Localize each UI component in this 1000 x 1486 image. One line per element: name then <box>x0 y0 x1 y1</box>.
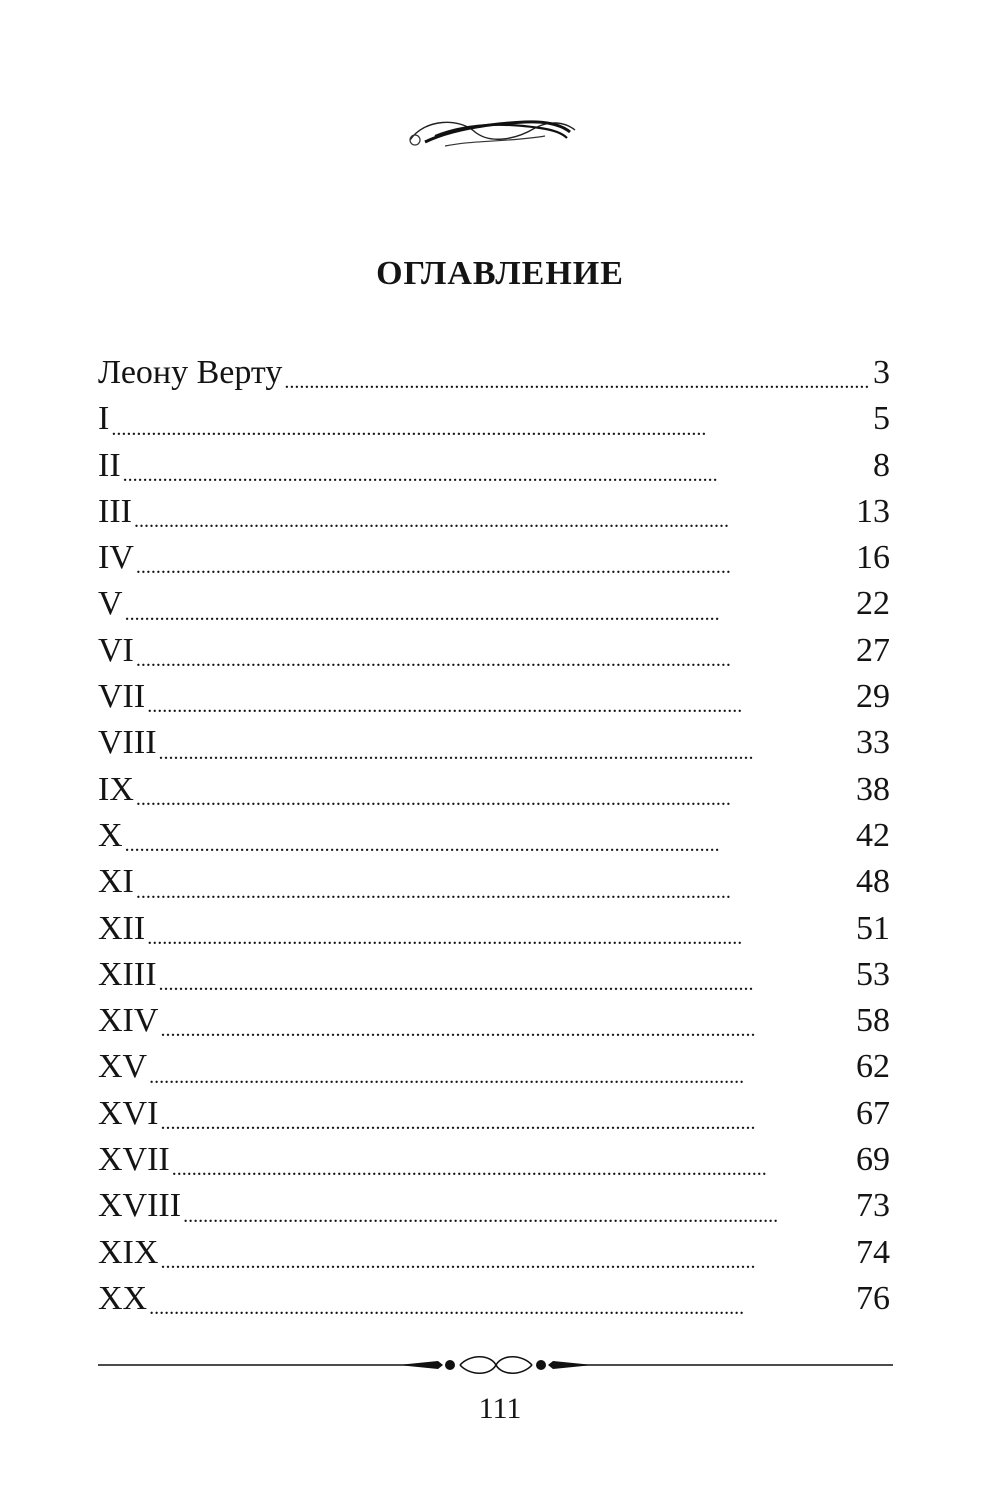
toc-entry-label: XVII <box>98 1141 170 1179</box>
toc-entry-page: 42 <box>856 816 890 854</box>
toc-entry-page: 67 <box>856 1094 890 1132</box>
dot-leader <box>147 906 852 952</box>
page-number: 111 <box>478 1392 522 1425</box>
toc-entry <box>98 489 890 535</box>
toc-entry <box>98 998 890 1044</box>
dot-leader <box>284 350 869 396</box>
page-title: ОГЛАВЛЕНИЕ <box>376 255 624 292</box>
toc-entry <box>98 1091 890 1137</box>
toc-entry-label: XI <box>98 863 134 901</box>
toc-entry-label: Леону Верту <box>98 354 283 391</box>
dot-leader <box>136 628 852 674</box>
dot-leader <box>136 859 852 905</box>
dot-leader <box>136 767 852 813</box>
dot-leader <box>160 1230 852 1276</box>
dot-leader <box>159 952 852 998</box>
toc-entry-label: I <box>98 400 110 438</box>
toc-entry-page: 16 <box>856 539 890 577</box>
toc-entry-page: 73 <box>856 1187 890 1225</box>
table-of-contents <box>98 350 890 1322</box>
toc-entry-page: 74 <box>856 1233 890 1271</box>
toc-entry-label: XII <box>98 909 146 947</box>
toc-entry <box>98 720 890 766</box>
toc-entry-label: IV <box>98 539 134 577</box>
dot-leader <box>111 396 869 442</box>
flourish-ornament-icon <box>405 110 580 155</box>
toc-entry-label: XVIII <box>98 1187 182 1225</box>
toc-entry-label: VIII <box>98 724 157 762</box>
toc-entry-label: V <box>98 585 123 623</box>
toc-entry-page: 69 <box>856 1141 890 1179</box>
toc-entry <box>98 859 890 905</box>
dot-leader <box>160 998 852 1044</box>
ornamental-divider-icon <box>98 1352 893 1378</box>
toc-entry <box>98 674 890 720</box>
toc-entry-page: 38 <box>856 770 890 808</box>
toc-entry-label: XVI <box>98 1094 159 1132</box>
dot-leader <box>149 1276 852 1322</box>
toc-entry <box>98 1137 890 1183</box>
dot-leader <box>160 1091 852 1137</box>
dot-leader <box>149 1044 852 1090</box>
toc-entry <box>98 443 890 489</box>
toc-entry-page: 3 <box>873 354 890 391</box>
toc-entry-label: X <box>98 816 123 854</box>
toc-entry-label: VI <box>98 631 134 669</box>
toc-entry-label: XX <box>98 1279 148 1317</box>
toc-entry-page: 13 <box>856 492 890 530</box>
toc-entry-page: 22 <box>856 585 890 623</box>
toc-entry <box>98 581 890 627</box>
dot-leader <box>136 535 852 581</box>
toc-entry-label: II <box>98 446 121 484</box>
toc-entry-page: 5 <box>873 400 890 438</box>
toc-entry-page: 48 <box>856 863 890 901</box>
dot-leader <box>183 1183 852 1229</box>
toc-entry-label: VII <box>98 678 146 716</box>
toc-entry-page: 58 <box>856 1002 890 1040</box>
toc-entry-label: III <box>98 492 132 530</box>
toc-entry-page: 27 <box>856 631 890 669</box>
dot-leader <box>172 1137 852 1183</box>
toc-entry <box>98 535 890 581</box>
toc-entry-page: 33 <box>856 724 890 762</box>
toc-entry <box>98 350 890 396</box>
toc-entry <box>98 628 890 674</box>
toc-entry <box>98 1183 890 1229</box>
toc-entry-page: 8 <box>873 446 890 484</box>
toc-entry <box>98 1044 890 1090</box>
toc-entry <box>98 1276 890 1322</box>
toc-entry <box>98 906 890 952</box>
dot-leader <box>125 813 852 859</box>
dot-leader <box>159 720 852 766</box>
toc-entry-label: IX <box>98 770 134 808</box>
toc-entry-page: 53 <box>856 955 890 993</box>
dot-leader <box>134 489 852 535</box>
toc-entry-page: 29 <box>856 678 890 716</box>
toc-entry-label: XIV <box>98 1002 159 1040</box>
toc-entry-label: XIX <box>98 1233 159 1271</box>
toc-entry-label: XV <box>98 1048 148 1086</box>
toc-entry <box>98 952 890 998</box>
toc-entry-page: 62 <box>856 1048 890 1086</box>
toc-entry <box>98 767 890 813</box>
toc-entry <box>98 1230 890 1276</box>
dot-leader <box>147 674 852 720</box>
toc-entry <box>98 396 890 442</box>
dot-leader <box>123 443 869 489</box>
toc-entry <box>98 813 890 859</box>
dot-leader <box>125 581 852 627</box>
toc-entry-label: XIII <box>98 955 157 993</box>
toc-entry-page: 51 <box>856 909 890 947</box>
toc-entry-page: 76 <box>856 1279 890 1317</box>
